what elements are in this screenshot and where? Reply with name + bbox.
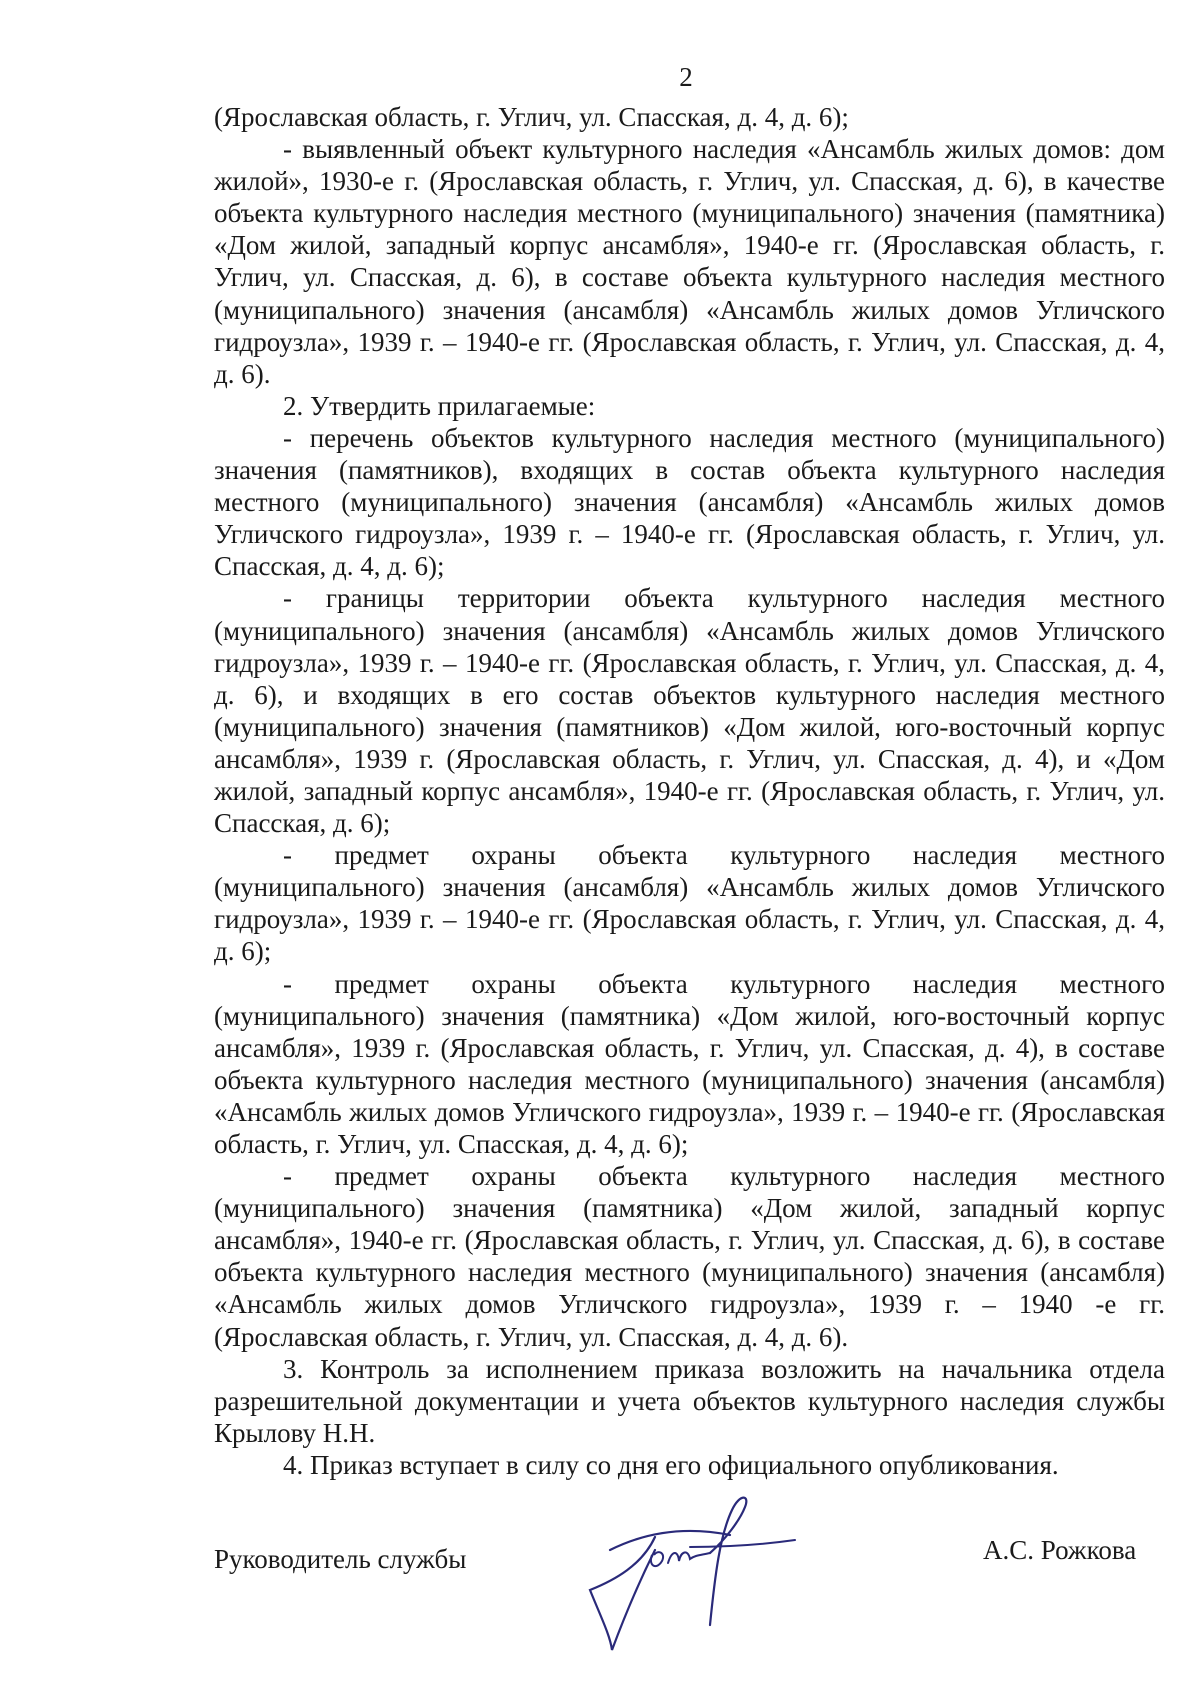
document-body	[214, 101, 1165, 1481]
paragraph-approve-heading: 2. Утвердить прилагаемые:	[283, 390, 596, 421]
paragraph-effective-date: 4. Приказ вступает в силу со дня его официального опубликования.	[283, 1449, 1059, 1480]
paragraph-identified-object: - выявленный объект культурного наследия «Ансамбль жилых домов: дом жилой», 1930-е г. (Ярославская область, г. Углич, ул. Спасская, д. 6), в качестве объекта культурного наследия местного (муниципального) значения (памятника) «Дом жилой, западный корпус ансамбля», 1940-е гг. (Ярославская область, г. Углич, ул. Спасская, д. 6), в составе объекта культурного наследия местного (муниципального) значения (ансамбля) «Ансамбль жилых домов Угличского гидроузла», 1939 г. – 1940-е гг. (Ярославская область, г. Углич, ул. Спасская, д. 4, д. 6).	[214, 134, 1165, 389]
paragraph-protection-subject-west: - предмет охраны объекта культурного наследия местного (муниципального) значения (памятника) «Дом жилой, западный корпус ансамбля», 1940-е гг. (Ярославская область, г. Углич, ул. Спасская, д. 6), в составе объекта культурного наследия местного (муниципального) значения (ансамбля) «Ансамбль жилых домов Угличского гидроузла», 1939 г. – 1940 -е гг. (Ярославская область, г. Углич, ул. Спасская, д. 4, д. 6).	[214, 1161, 1165, 1352]
paragraph-address-continuation: (Ярославская область, г. Углич, ул. Спасская, д. 4, д. 6);	[214, 102, 849, 132]
paragraph-control: 3. Контроль за исполнением приказа возложить на начальника отдела разрешительной документации и учета объектов культурного наследия службы Крылову Н.Н.	[214, 1353, 1165, 1448]
paragraph-territory-boundaries: - границы территории объекта культурного наследия местного (муниципального) значения (ансамбля) «Ансамбль жилых домов Угличского гидроузла», 1939 г. – 1940-е гг. (Ярославская область, г. Углич, ул. Спасская, д. 4, д. 6), и входящих в его состав объектов культурного наследия местного (муниципального) значения (памятников) «Дом жилой, юго-восточный корпус ансамбля», 1939 г. (Ярославская область, г. Углич, ул. Спасская, д. 4), и «Дом жилой, западный корпус ансамбля», 1940-е гг. (Ярославская область, г. Углич, ул. Спасская, д. 6);	[214, 583, 1165, 839]
paragraph-protection-subject-southeast: - предмет охраны объекта культурного наследия местного (муниципального) значения (памятника) «Дом жилой, юго-восточный корпус ансамбля», 1939 г. (Ярославская область, г. Углич, ул. Спасская, д. 4), в составе объекта культурного наследия местного (муниципального) значения (ансамбля) «Ансамбль жилых домов Угличского гидроузла», 1939 г. – 1940-е гг. (Ярославская область, г. Углич, ул. Спасская, д. 4, д. 6);	[214, 968, 1165, 1159]
signatory-name: А.С. Рожкова	[983, 1535, 1137, 1565]
paragraph-protection-subject-ensemble: - предмет охраны объекта культурного наследия местного (муниципального) значения (ансамбля) «Ансамбль жилых домов Угличского гидроузла», 1939 г. – 1940-е гг. (Ярославская область, г. Углич, ул. Спасская, д. 4, д. 6);	[214, 840, 1165, 967]
paragraph-list-of-objects: - перечень объектов культурного наследия местного (муниципального) значения (памятников), входящих в состав объекта культурного наследия местного (муниципального) значения (ансамбля) «Ансамбль жилых домов Угличского гидроузла», 1939 г. – 1940-е гг. (Ярославская область, г. Углич, ул. Спасская, д. 4, д. 6);	[214, 422, 1165, 582]
signatory-title: Руководитель службы	[214, 1544, 467, 1574]
handwritten-signature	[580, 1495, 800, 1655]
page-number: 2	[679, 62, 693, 92]
